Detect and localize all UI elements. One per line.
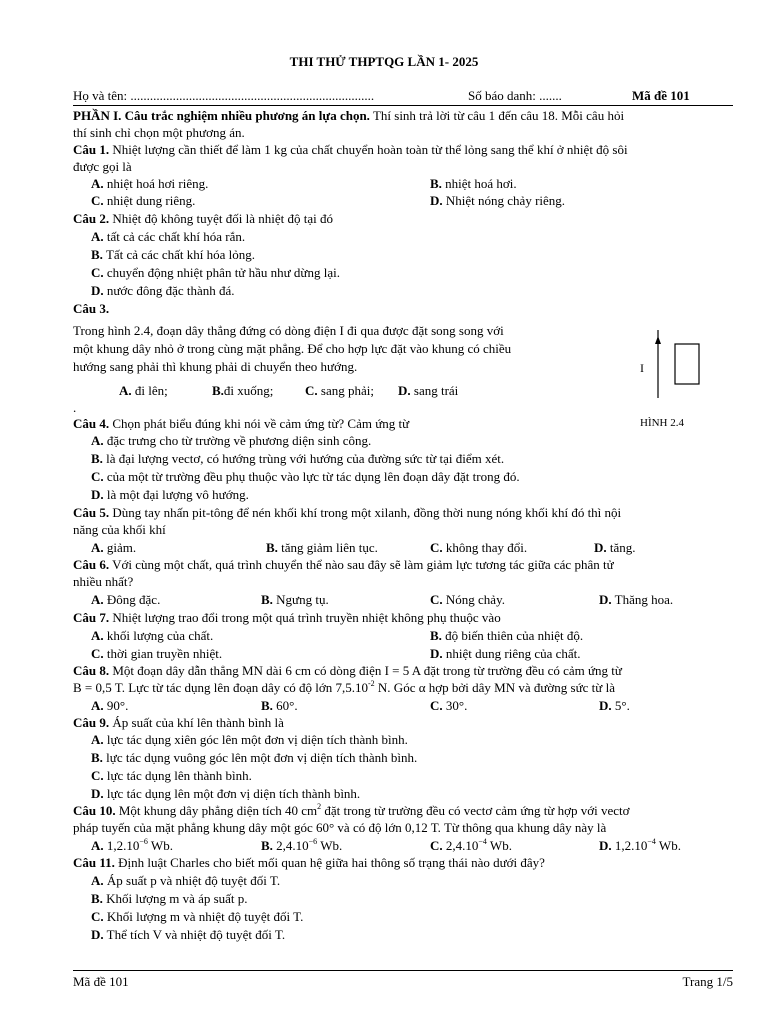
wire-frame-diagram: [640, 322, 730, 434]
q8-option-b[interactable]: B. 60°.: [261, 698, 298, 713]
part1-heading: PHẦN I. Câu trắc nghiệm nhiều phương án lựa chọn.: [73, 108, 370, 123]
question-3-line1: Trong hình 2.4, đoạn dây thẳng đứng có dòng điện I đi qua được đặt song song với: [73, 323, 504, 338]
q8-option-d[interactable]: D. 5°.: [599, 698, 630, 713]
question-3-line2: một khung dây nhỏ ở trong cùng mặt phẳng. Để cho hợp lực đặt vào khung có chiều: [73, 341, 512, 356]
q7-option-a[interactable]: A. khối lượng của chất.: [91, 628, 214, 643]
question-11: Câu 11. Định luật Charles cho biết mối quan hệ giữa hai thông số trạng thái nào dưới đây?: [73, 855, 545, 870]
q1-option-a[interactable]: A. nhiệt hoá hơi riêng.: [91, 176, 209, 191]
q10-option-b[interactable]: B. $2,4.10^{-6}$ Wb.: [261, 836, 343, 853]
q3-option-b[interactable]: B.đi xuống;: [212, 383, 274, 398]
question-8-cont: B = 0,5 T. Lực từ tác dụng lên đoạn dây có độ lớn $7,5.10^{-2}$ N. Góc α hợp bởi dây MN và đường sức từ là: [73, 678, 615, 695]
q9-option-d[interactable]: D. lực tác dụng lên một đơn vị diện tích thành bình.: [91, 786, 361, 801]
q10-option-d[interactable]: D. $1,2.10^{-4}$ Wb.: [599, 836, 681, 853]
q1-option-b[interactable]: B. nhiệt hoá hơi.: [430, 176, 517, 191]
question-9: Câu 9. Áp suất của khí lên thành bình là: [73, 715, 284, 730]
header-divider: [73, 105, 733, 106]
q7-option-d[interactable]: D. nhiệt dung riêng của chất.: [430, 646, 581, 661]
q6-option-d[interactable]: D. Thăng hoa.: [599, 592, 674, 607]
q8-option-a[interactable]: A. 90°.: [91, 698, 129, 713]
q5-option-b[interactable]: B. tăng giảm liên tục.: [266, 540, 378, 555]
part1-line2: thí sinh chỉ chọn một phương án.: [73, 125, 245, 140]
q2-option-c[interactable]: C. chuyển động nhiệt phân tử hầu như dừng lại.: [91, 265, 340, 280]
q4-option-a[interactable]: A. đặc trưng cho từ trường về phương diện sinh công.: [91, 433, 372, 448]
q10-option-a[interactable]: A. $1,2.10^{-6}$ Wb.: [91, 836, 173, 853]
current-arrow-icon: [655, 336, 661, 344]
part1-line1: PHẦN I. Câu trắc nghiệm nhiều phương án lựa chọn. Thí sinh trả lời từ câu 1 đến câu 18. Mỗi câu hỏi: [73, 108, 625, 123]
question-10-cont: pháp tuyến của mặt phẳng khung dây một góc 60° và có độ lớn 0,12 T. Từ thông qua khung dây này là: [73, 820, 607, 835]
question-8: Câu 8. Một đoạn dây dẫn thẳng MN dài 6 cm có dòng điện I = 5 A đặt trong từ trường đều có cảm ứng từ: [73, 663, 622, 678]
q7-option-c[interactable]: C. thời gian truyền nhiệt.: [91, 646, 223, 661]
q10-option-c[interactable]: C. $2,4.10^{-4}$ Wb.: [430, 836, 512, 853]
q4-option-b[interactable]: B. là đại lượng vectơ, có hướng trùng với hướng của đường sức từ tại điểm xét.: [91, 451, 505, 466]
q4-option-c[interactable]: C. của một từ trường đều phụ thuộc vào lực từ tác dụng lên đoạn dây đặt trong đó.: [91, 469, 520, 484]
q1-option-d[interactable]: D. Nhiệt nóng chảy riêng.: [430, 193, 566, 208]
question-1: Câu 1. Nhiệt lượng cần thiết để làm 1 kg của chất chuyển hoàn toàn từ thể lỏng sang thể khí ở nhiệt độ sôi: [73, 142, 628, 157]
footer-page-number: Trang 1/5: [682, 974, 733, 989]
name-field: Họ và tên: ...........................................................................: [73, 88, 375, 103]
q5-option-a[interactable]: A. giảm.: [91, 540, 137, 555]
current-label: I: [640, 361, 644, 375]
q3-dot: .: [73, 400, 77, 415]
question-10: Câu 10. Một khung dây phẳng diện tích 40 $cm^2$ đặt trong từ trường đều có vectơ cảm ứng từ hợp với vectơ: [73, 801, 630, 818]
q6-option-b[interactable]: B. Ngưng tụ.: [261, 592, 329, 607]
q1-option-c[interactable]: C. nhiệt dung riêng.: [91, 193, 196, 208]
q4-option-d[interactable]: D. là một đại lượng vô hướng.: [91, 487, 249, 502]
q11-option-b[interactable]: B. Khối lượng m và áp suất p.: [91, 891, 248, 906]
wire-frame: [675, 344, 699, 384]
q9-option-b[interactable]: B. lực tác dụng vuông góc lên một đơn vị diện tích thành bình.: [91, 750, 418, 765]
q8-option-c[interactable]: C. 30°.: [430, 698, 468, 713]
exam-title: THI THỬ THPTQG LẦN 1- 2025: [289, 54, 479, 69]
q3-option-c[interactable]: C. sang phải;: [305, 383, 374, 398]
q9-option-a[interactable]: A. lực tác dụng xiên góc lên một đơn vị diện tích thành bình.: [91, 732, 408, 747]
q2-option-b[interactable]: B. Tất cả các chất khí hóa lỏng.: [91, 247, 256, 262]
q6-option-c[interactable]: C. Nóng chảy.: [430, 592, 505, 607]
figure-caption: HÌNH 2.4: [640, 417, 684, 429]
q9-option-c[interactable]: C. lực tác dụng lên thành bình.: [91, 768, 252, 783]
q5-option-d[interactable]: D. tăng.: [594, 540, 636, 555]
question-3-label: Câu 3.: [73, 301, 110, 316]
footer-divider: [73, 970, 733, 971]
q2-option-a[interactable]: A. tất cả các chất khí hóa rắn.: [91, 229, 246, 244]
q11-option-d[interactable]: D. Thể tích V và nhiệt độ tuyệt đối T.: [91, 927, 286, 942]
exam-code: Mã đề 101: [632, 88, 690, 103]
q7-option-b[interactable]: B. độ biến thiên của nhiệt độ.: [430, 628, 584, 643]
question-6-cont: nhiều nhất?: [73, 574, 134, 589]
q5-option-c[interactable]: C. không thay đổi.: [430, 540, 528, 555]
question-4: Câu 4. Chọn phát biểu đúng khi nói về cảm ứng từ? Cảm ứng từ: [73, 416, 410, 431]
student-id-field: Số báo danh: .......: [468, 88, 562, 103]
q11-option-a[interactable]: A. Áp suất p và nhiệt độ tuyệt đối T.: [91, 873, 281, 888]
q2-option-d[interactable]: D. nước đông đặc thành đá.: [91, 283, 235, 298]
question-5-cont: năng của khối khí: [73, 522, 166, 537]
q11-option-c[interactable]: C. Khối lượng m và nhiệt độ tuyệt đối T.: [91, 909, 304, 924]
footer-exam-code: Mã đề 101: [73, 974, 129, 989]
q3-option-d[interactable]: D. sang trái: [398, 383, 459, 398]
question-2: Câu 2. Nhiệt độ không tuyệt đối là nhiệt độ tại đó: [73, 211, 333, 226]
question-3-line3: hướng sang phải thì khung phải di chuyển theo hướng.: [73, 359, 358, 374]
question-7: Câu 7. Nhiệt lượng trao đổi trong một quá trình truyền nhiệt không phụ thuộc vào: [73, 610, 501, 625]
q3-option-a[interactable]: A. đi lên;: [119, 383, 168, 398]
figure-2-4: [640, 322, 730, 434]
question-1-cont: được gọi là: [73, 159, 132, 174]
question-6: Câu 6. Với cùng một chất, quá trình chuyển thể nào sau đây sẽ làm giảm lực tương tác giữa các phân tử: [73, 557, 614, 572]
q6-option-a[interactable]: A. Đông đặc.: [91, 592, 161, 607]
question-5: Câu 5. Dùng tay nhấn pit-tông để nén khối khí trong một xilanh, đồng thời nung nóng khối khí đó thì nội: [73, 505, 622, 520]
